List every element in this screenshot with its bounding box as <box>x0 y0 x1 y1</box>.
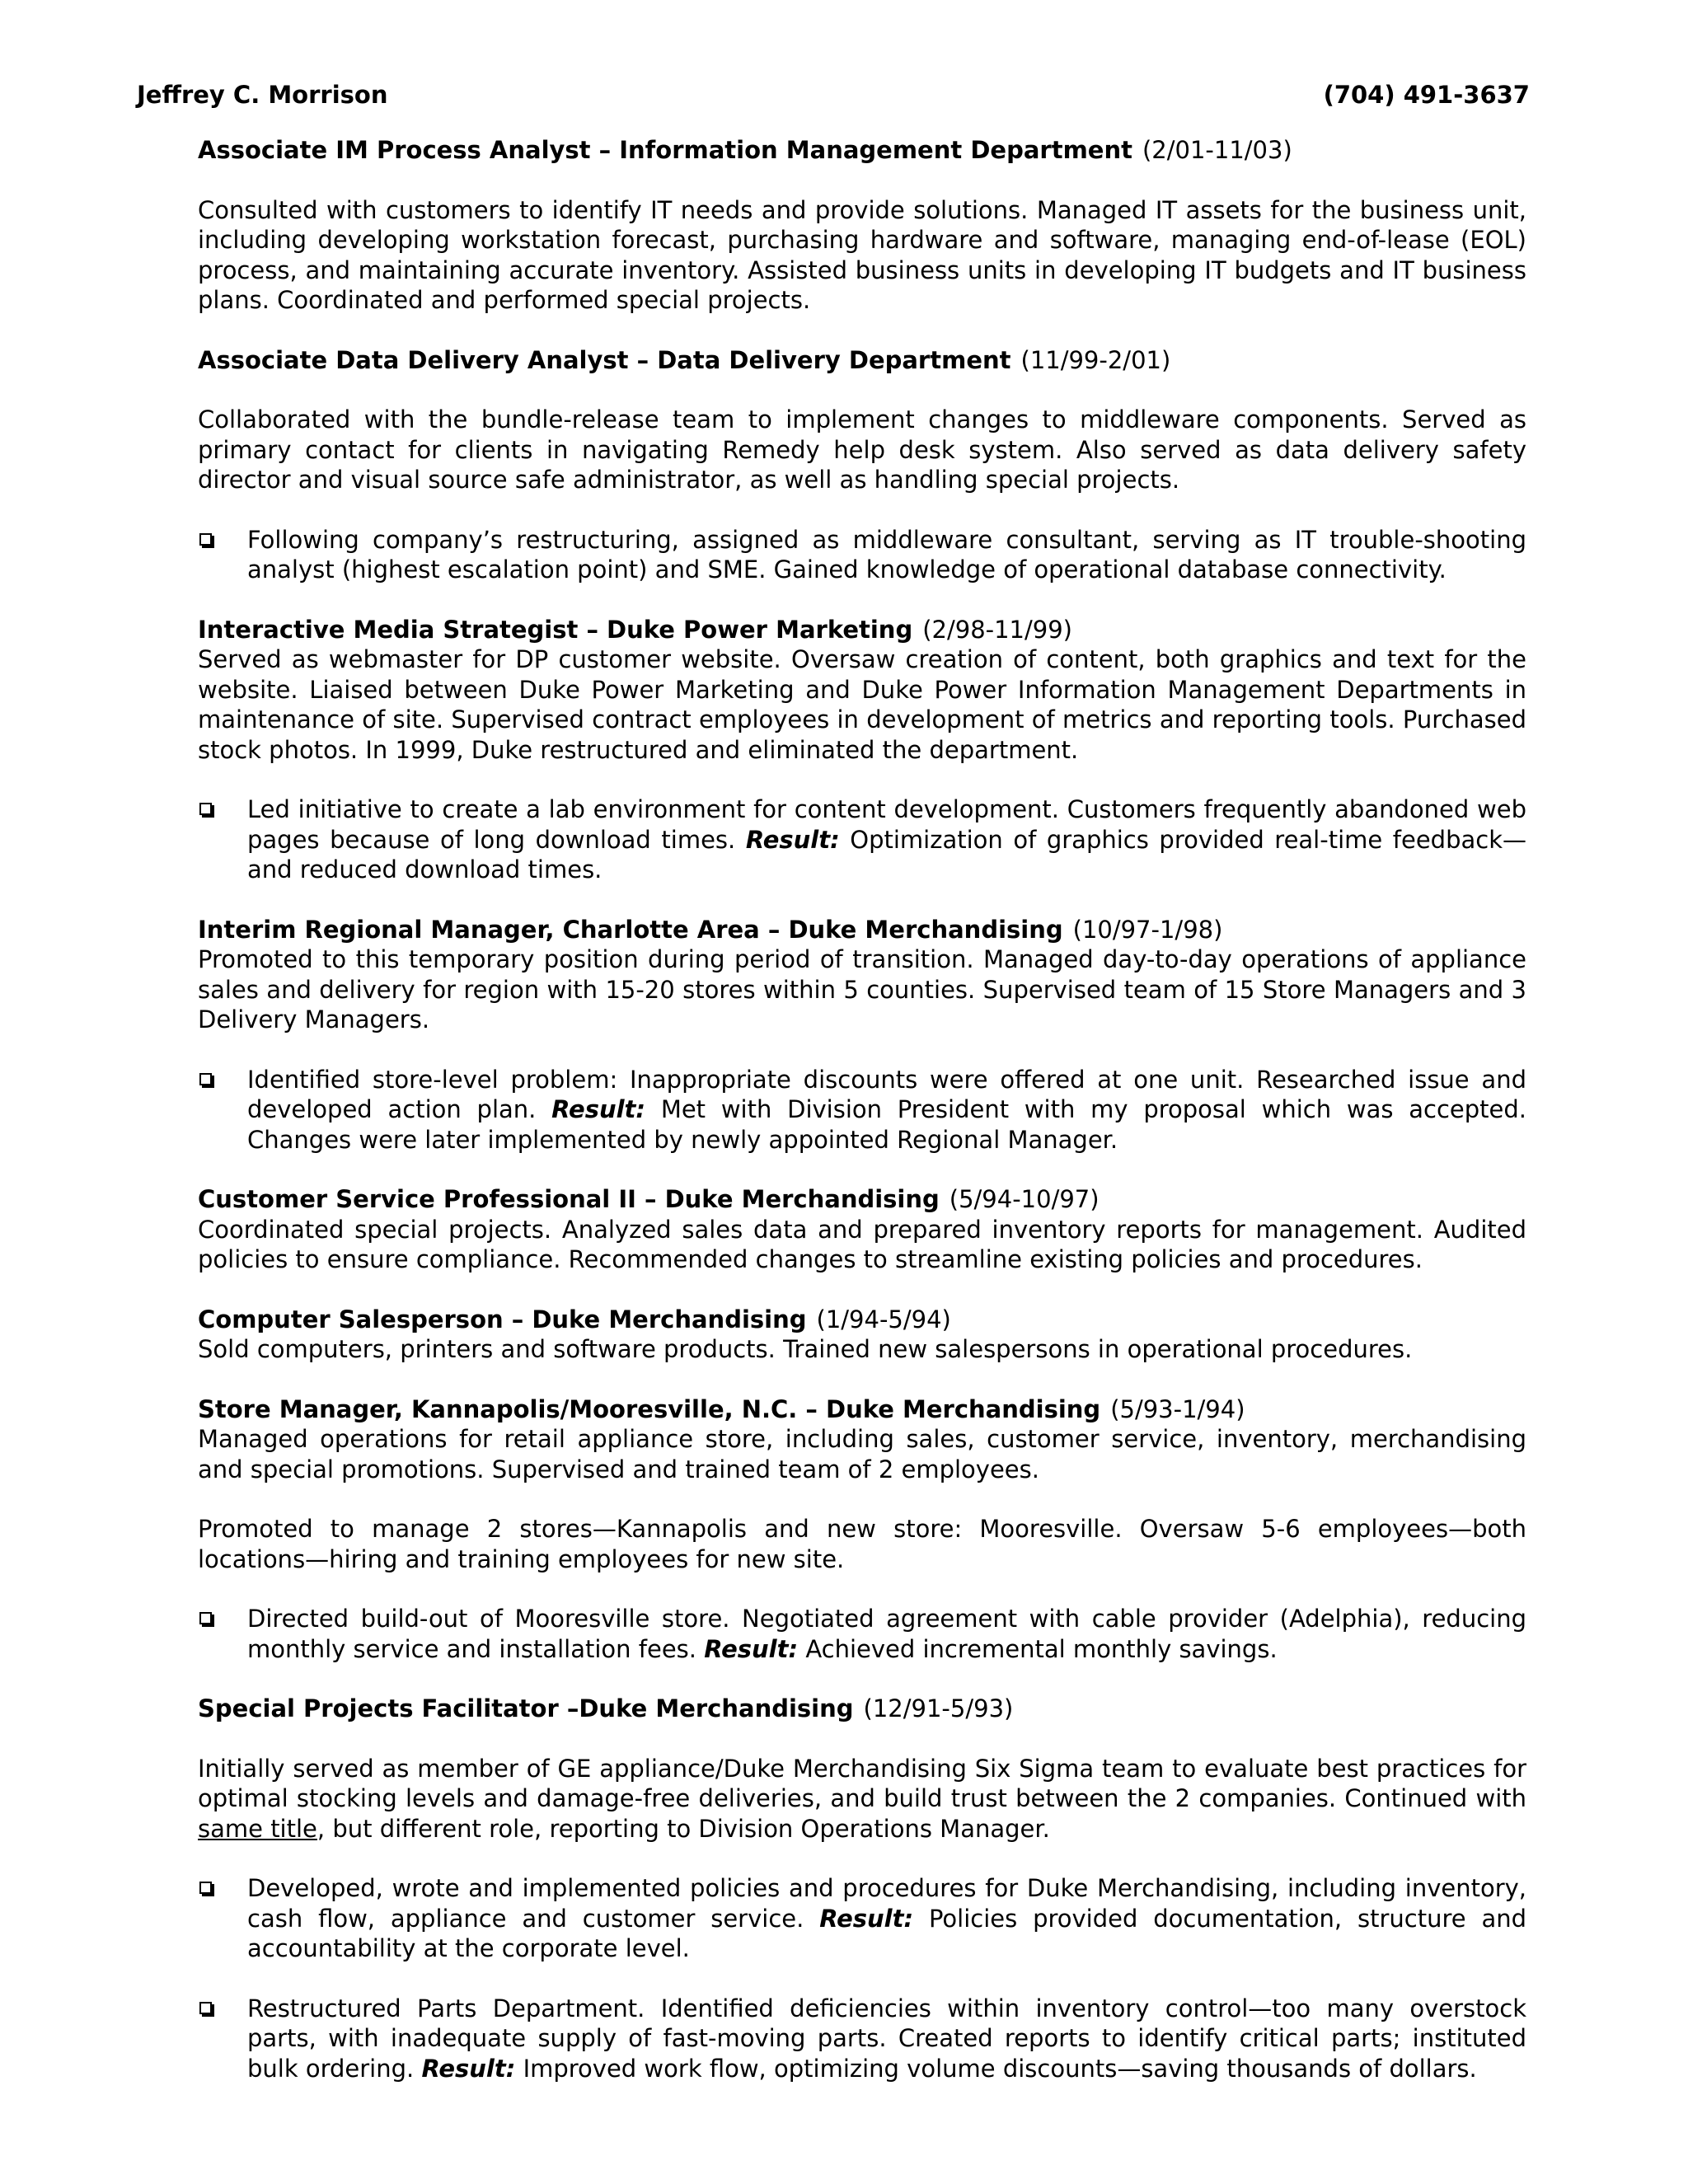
job-title: Store Manager, Kannapolis/Mooresville, N.C. – Duke Merchandising <box>198 1394 1101 1423</box>
job-dates: (2/01-11/03) <box>1142 136 1292 164</box>
bullet-result-text: Met with Division President with my proposal which was accepted. Changes were later implemented by newly appointed Regional Manager. <box>247 1095 1527 1154</box>
job-entry <box>198 915 1526 1155</box>
applicant-name: Jeffrey C. Morrison <box>137 81 388 109</box>
bullet-text: Following company’s restructuring, assigned as middleware consultant, serving as IT trouble-shooting analyst (highest escalation point) and SME. Gained knowledge of operational database connectivity. <box>247 525 1526 583</box>
job-dates: (1/94-5/94) <box>816 1305 951 1333</box>
job-title-line <box>198 915 1526 945</box>
achievement-bullet <box>198 1873 1526 1964</box>
checkbox-bullet-icon <box>199 1073 212 1085</box>
job-dates: (5/93-1/94) <box>1110 1394 1245 1423</box>
achievement-bullet <box>198 525 1526 585</box>
achievement-bullet <box>198 1604 1526 1664</box>
job-entry <box>198 1694 1526 2083</box>
bullet-text: Restructured Parts Department. Identified deficiencies within inventory control—too many overstock parts, with inadequate supply of fast-moving parts. Created reports to identify critical parts; instituted bulk ordering. <box>247 1994 1526 2083</box>
achievement-bullet <box>198 794 1526 885</box>
job-title-line <box>198 1394 1526 1425</box>
achievement-bullet <box>198 1994 1526 2084</box>
job-description <box>198 1754 1526 1844</box>
experience-section <box>198 135 1526 2083</box>
job-dates: (10/97-1/98) <box>1072 915 1223 944</box>
checkbox-bullet-icon <box>199 1882 212 1894</box>
job-title: Interactive Media Strategist – Duke Power Marketing <box>198 615 913 644</box>
job-title: Associate IM Process Analyst – Information Management Department <box>198 136 1132 164</box>
job-description: Consulted with customers to identify IT needs and provide solutions. Managed IT assets for the business unit, including developing workstation forecast, purchasing hardware and software, managing end-of-lease (EOL) process, and maintaining accurate inventory. Assisted business units in developing IT budgets and IT business plans. Coordinated and performed special projects. <box>198 195 1526 314</box>
job-description-secondary: Promoted to manage 2 stores—Kannapolis and new store: Mooresville. Oversaw 5-6 employees—both locations—hiring and training employees for new site. <box>198 1515 1526 1573</box>
job-title-line <box>198 615 1526 645</box>
job-dates: (12/91-5/93) <box>863 1694 1014 1722</box>
resume-header <box>137 77 1530 113</box>
job-entry <box>198 1394 1526 1665</box>
job-entry <box>198 1184 1526 1275</box>
bullet-result-text: Improved work flow, optimizing volume discounts—saving thousands of dollars. <box>523 2054 1477 2083</box>
job-dates: (11/99-2/01) <box>1020 345 1171 374</box>
job-entry <box>198 615 1526 885</box>
job-entry <box>198 1305 1526 1365</box>
job-title: Interim Regional Manager, Charlotte Area – Duke Merchandising <box>198 915 1063 944</box>
result-label: Result: <box>421 2054 516 2083</box>
job-description: Managed operations for retail appliance store, including sales, customer service, inventory, merchandising and special promotions. Supervised and trained team of 2 employees. <box>198 1425 1526 1483</box>
bullet-result-text: Policies provided documentation, structure and accountability at the corporate level. <box>247 1904 1527 1962</box>
job-title: Computer Salesperson – Duke Merchandising <box>198 1305 807 1333</box>
description-text-end: , but different role, reporting to Division Operations Manager. <box>316 1814 1050 1843</box>
bullet-text: Directed build-out of Mooresville store. Negotiated agreement with cable provider (Adelphia), reducing monthly service and installation fees. <box>247 1605 1526 1663</box>
job-dates: (5/94-10/97) <box>949 1185 1100 1213</box>
underlined-text: same title <box>198 1814 317 1843</box>
checkbox-bullet-icon <box>199 2002 212 2014</box>
job-entry <box>198 345 1526 585</box>
result-label: Result: <box>745 825 840 854</box>
result-label: Result: <box>704 1634 799 1663</box>
job-entry <box>198 135 1526 316</box>
bullet-text: Developed, wrote and implemented policies and procedures for Duke Merchandising, including inventory, cash flow, appliance and customer service. <box>247 1874 1526 1933</box>
job-title-line <box>198 1305 1526 1335</box>
job-title-line <box>198 1184 1526 1215</box>
job-description: Promoted to this temporary position during period of transition. Managed day-to-day operations of appliance sales and delivery for region with 15-20 stores within 5 counties. Supervised team of 15 Store Managers and 3 Delivery Managers. <box>198 945 1526 1033</box>
job-title-line <box>198 1694 1526 1724</box>
bullet-text: Led initiative to create a lab environment for content development. Customers frequently abandoned web pages because of long download times. <box>247 795 1526 854</box>
checkbox-bullet-icon <box>199 533 212 546</box>
applicant-phone: (704) 491-3637 <box>1323 81 1530 109</box>
description-text: Initially served as member of GE appliance/Duke Merchandising Six Sigma team to evaluate best practices for optimal stocking levels and damage-free deliveries, and build trust between the 2 companies. Continued with <box>198 1754 1526 1812</box>
job-title: Associate Data Delivery Analyst – Data Delivery Department <box>198 345 1011 374</box>
job-description: Served as webmaster for DP customer website. Oversaw creation of content, both graphics and text for the website. Liaised between Duke Power Marketing and Duke Power Information Management Departments in maintenance of site. Supervised contract employees in development of metrics and reporting tools. Purchased stock photos. In 1999, Duke restructured and eliminated the department. <box>198 645 1526 764</box>
job-title: Customer Service Professional II – Duke Merchandising <box>198 1185 940 1213</box>
result-label: Result: <box>819 1904 914 1933</box>
achievement-bullet <box>198 1065 1526 1155</box>
job-dates: (2/98-11/99) <box>922 615 1072 644</box>
job-title-line <box>198 135 1526 166</box>
checkbox-bullet-icon <box>199 1612 212 1624</box>
job-description: Sold computers, printers and software products. Trained new salespersons in operational procedures. <box>198 1335 1413 1363</box>
job-description: Collaborated with the bundle-release team to implement changes to middleware components. Served as primary contact for clients in navigating Remedy help desk system. Also served as data delivery safety director and visual source safe administrator, as well as handling special projects. <box>198 405 1526 494</box>
bullet-text: Identified store-level problem: Inappropriate discounts were offered at one unit. Researched issue and developed action plan. <box>247 1065 1526 1123</box>
checkbox-bullet-icon <box>199 803 212 815</box>
result-label: Result: <box>551 1095 646 1123</box>
job-title: Special Projects Facilitator –Duke Merchandising <box>198 1694 854 1722</box>
bullet-result-text: Optimization of graphics provided real-time feedback—and reduced download times. <box>247 825 1527 883</box>
job-description: Coordinated special projects. Analyzed sales data and prepared inventory reports for management. Audited policies to ensure compliance. Recommended changes to streamline existing policies and procedures. <box>198 1215 1526 1273</box>
job-title-line <box>198 345 1526 376</box>
bullet-result-text: Achieved incremental monthly savings. <box>805 1634 1278 1663</box>
